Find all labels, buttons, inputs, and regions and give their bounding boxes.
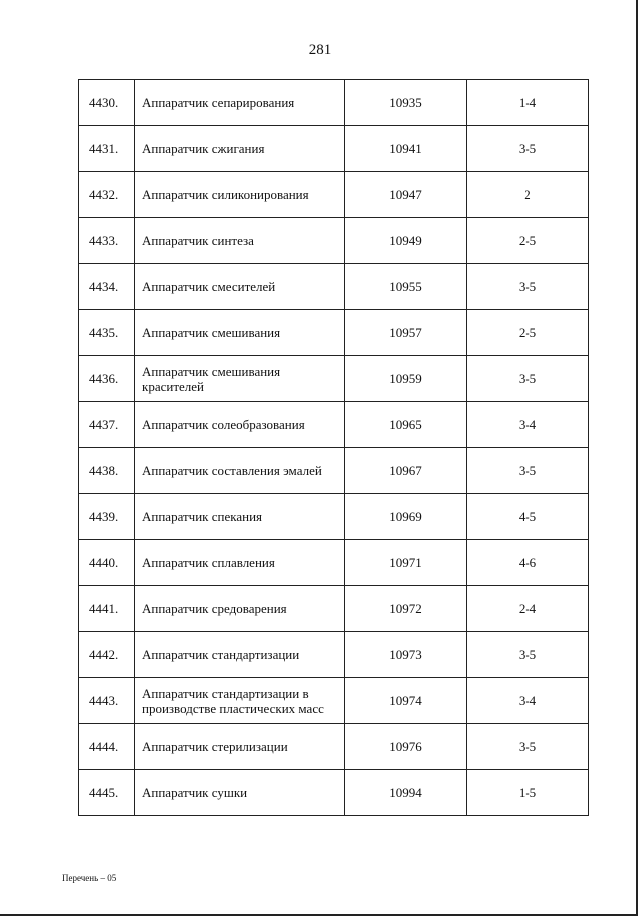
profession-code-cell: 10965	[345, 402, 467, 448]
row-number-cell: 4441.	[79, 586, 135, 632]
grade-range-cell: 3-5	[467, 264, 589, 310]
table-row	[79, 310, 589, 356]
grade-range-cell: 4-5	[467, 494, 589, 540]
profession-name-cell: Аппаратчик силиконирования	[135, 172, 345, 218]
row-number-cell: 4444.	[79, 724, 135, 770]
row-number-cell: 4430.	[79, 80, 135, 126]
profession-code-cell: 10976	[345, 724, 467, 770]
row-number-cell: 4440.	[79, 540, 135, 586]
profession-code-cell: 10994	[345, 770, 467, 816]
grade-range-cell: 2	[467, 172, 589, 218]
footer-text: Перечень – 05	[62, 873, 117, 883]
table-row	[79, 356, 589, 402]
profession-name-cell: Аппаратчик синтеза	[135, 218, 345, 264]
grade-range-cell: 2-5	[467, 218, 589, 264]
grade-range-cell: 3-5	[467, 632, 589, 678]
profession-code-cell: 10969	[345, 494, 467, 540]
row-number-cell: 4443.	[79, 678, 135, 724]
row-number-cell: 4432.	[79, 172, 135, 218]
profession-code-cell: 10967	[345, 448, 467, 494]
grade-range-cell: 2-5	[467, 310, 589, 356]
row-number-cell: 4438.	[79, 448, 135, 494]
grade-range-cell: 3-5	[467, 724, 589, 770]
profession-name-cell: Аппаратчик смесителей	[135, 264, 345, 310]
row-number-cell: 4445.	[79, 770, 135, 816]
profession-name-cell: Аппаратчик солеобразования	[135, 402, 345, 448]
row-number-cell: 4436.	[79, 356, 135, 402]
table-row	[79, 724, 589, 770]
profession-code-cell: 10935	[345, 80, 467, 126]
profession-name-cell: Аппаратчик средоварения	[135, 586, 345, 632]
profession-name-cell: Аппаратчик сепарирования	[135, 80, 345, 126]
row-number-cell: 4434.	[79, 264, 135, 310]
table-row	[79, 80, 589, 126]
profession-name-cell: Аппаратчик смешивания красителей	[135, 356, 345, 402]
profession-code-cell: 10957	[345, 310, 467, 356]
table-row	[79, 172, 589, 218]
grade-range-cell: 1-5	[467, 770, 589, 816]
profession-name-cell: Аппаратчик стандартизации	[135, 632, 345, 678]
table-row	[79, 402, 589, 448]
profession-table	[78, 79, 589, 816]
grade-range-cell: 3-5	[467, 448, 589, 494]
table-row	[79, 678, 589, 724]
row-number-cell: 4437.	[79, 402, 135, 448]
profession-name-cell: Аппаратчик стерилизации	[135, 724, 345, 770]
row-number-cell: 4433.	[79, 218, 135, 264]
table-row	[79, 264, 589, 310]
row-number-cell: 4442.	[79, 632, 135, 678]
table-row	[79, 540, 589, 586]
table-row	[79, 494, 589, 540]
profession-name-cell: Аппаратчик сжигания	[135, 126, 345, 172]
row-number-cell: 4439.	[79, 494, 135, 540]
grade-range-cell: 1-4	[467, 80, 589, 126]
profession-name-cell: Аппаратчик составления эмалей	[135, 448, 345, 494]
profession-code-cell: 10941	[345, 126, 467, 172]
grade-range-cell: 2-4	[467, 586, 589, 632]
profession-code-cell: 10949	[345, 218, 467, 264]
table-row	[79, 770, 589, 816]
profession-name-cell: Аппаратчик смешивания	[135, 310, 345, 356]
grade-range-cell: 4-6	[467, 540, 589, 586]
table-row	[79, 218, 589, 264]
profession-name-cell: Аппаратчик сушки	[135, 770, 345, 816]
table-row	[79, 126, 589, 172]
table-body	[79, 80, 589, 816]
page-number: 281	[308, 42, 332, 58]
profession-code-cell: 10972	[345, 586, 467, 632]
profession-name-cell: Аппаратчик сплавления	[135, 540, 345, 586]
row-number-cell: 4431.	[79, 126, 135, 172]
grade-range-cell: 3-5	[467, 356, 589, 402]
profession-code-cell: 10974	[345, 678, 467, 724]
grade-range-cell: 3-4	[467, 678, 589, 724]
profession-code-cell: 10959	[345, 356, 467, 402]
profession-name-cell: Аппаратчик спекания	[135, 494, 345, 540]
profession-code-cell: 10955	[345, 264, 467, 310]
profession-code-cell: 10973	[345, 632, 467, 678]
table-row	[79, 448, 589, 494]
row-number-cell: 4435.	[79, 310, 135, 356]
profession-code-cell: 10971	[345, 540, 467, 586]
grade-range-cell: 3-5	[467, 126, 589, 172]
grade-range-cell: 3-4	[467, 402, 589, 448]
profession-code-cell: 10947	[345, 172, 467, 218]
table-row	[79, 632, 589, 678]
profession-name-cell: Аппаратчик стандартизации в производстве пластических масс	[135, 678, 345, 724]
table-row	[79, 586, 589, 632]
